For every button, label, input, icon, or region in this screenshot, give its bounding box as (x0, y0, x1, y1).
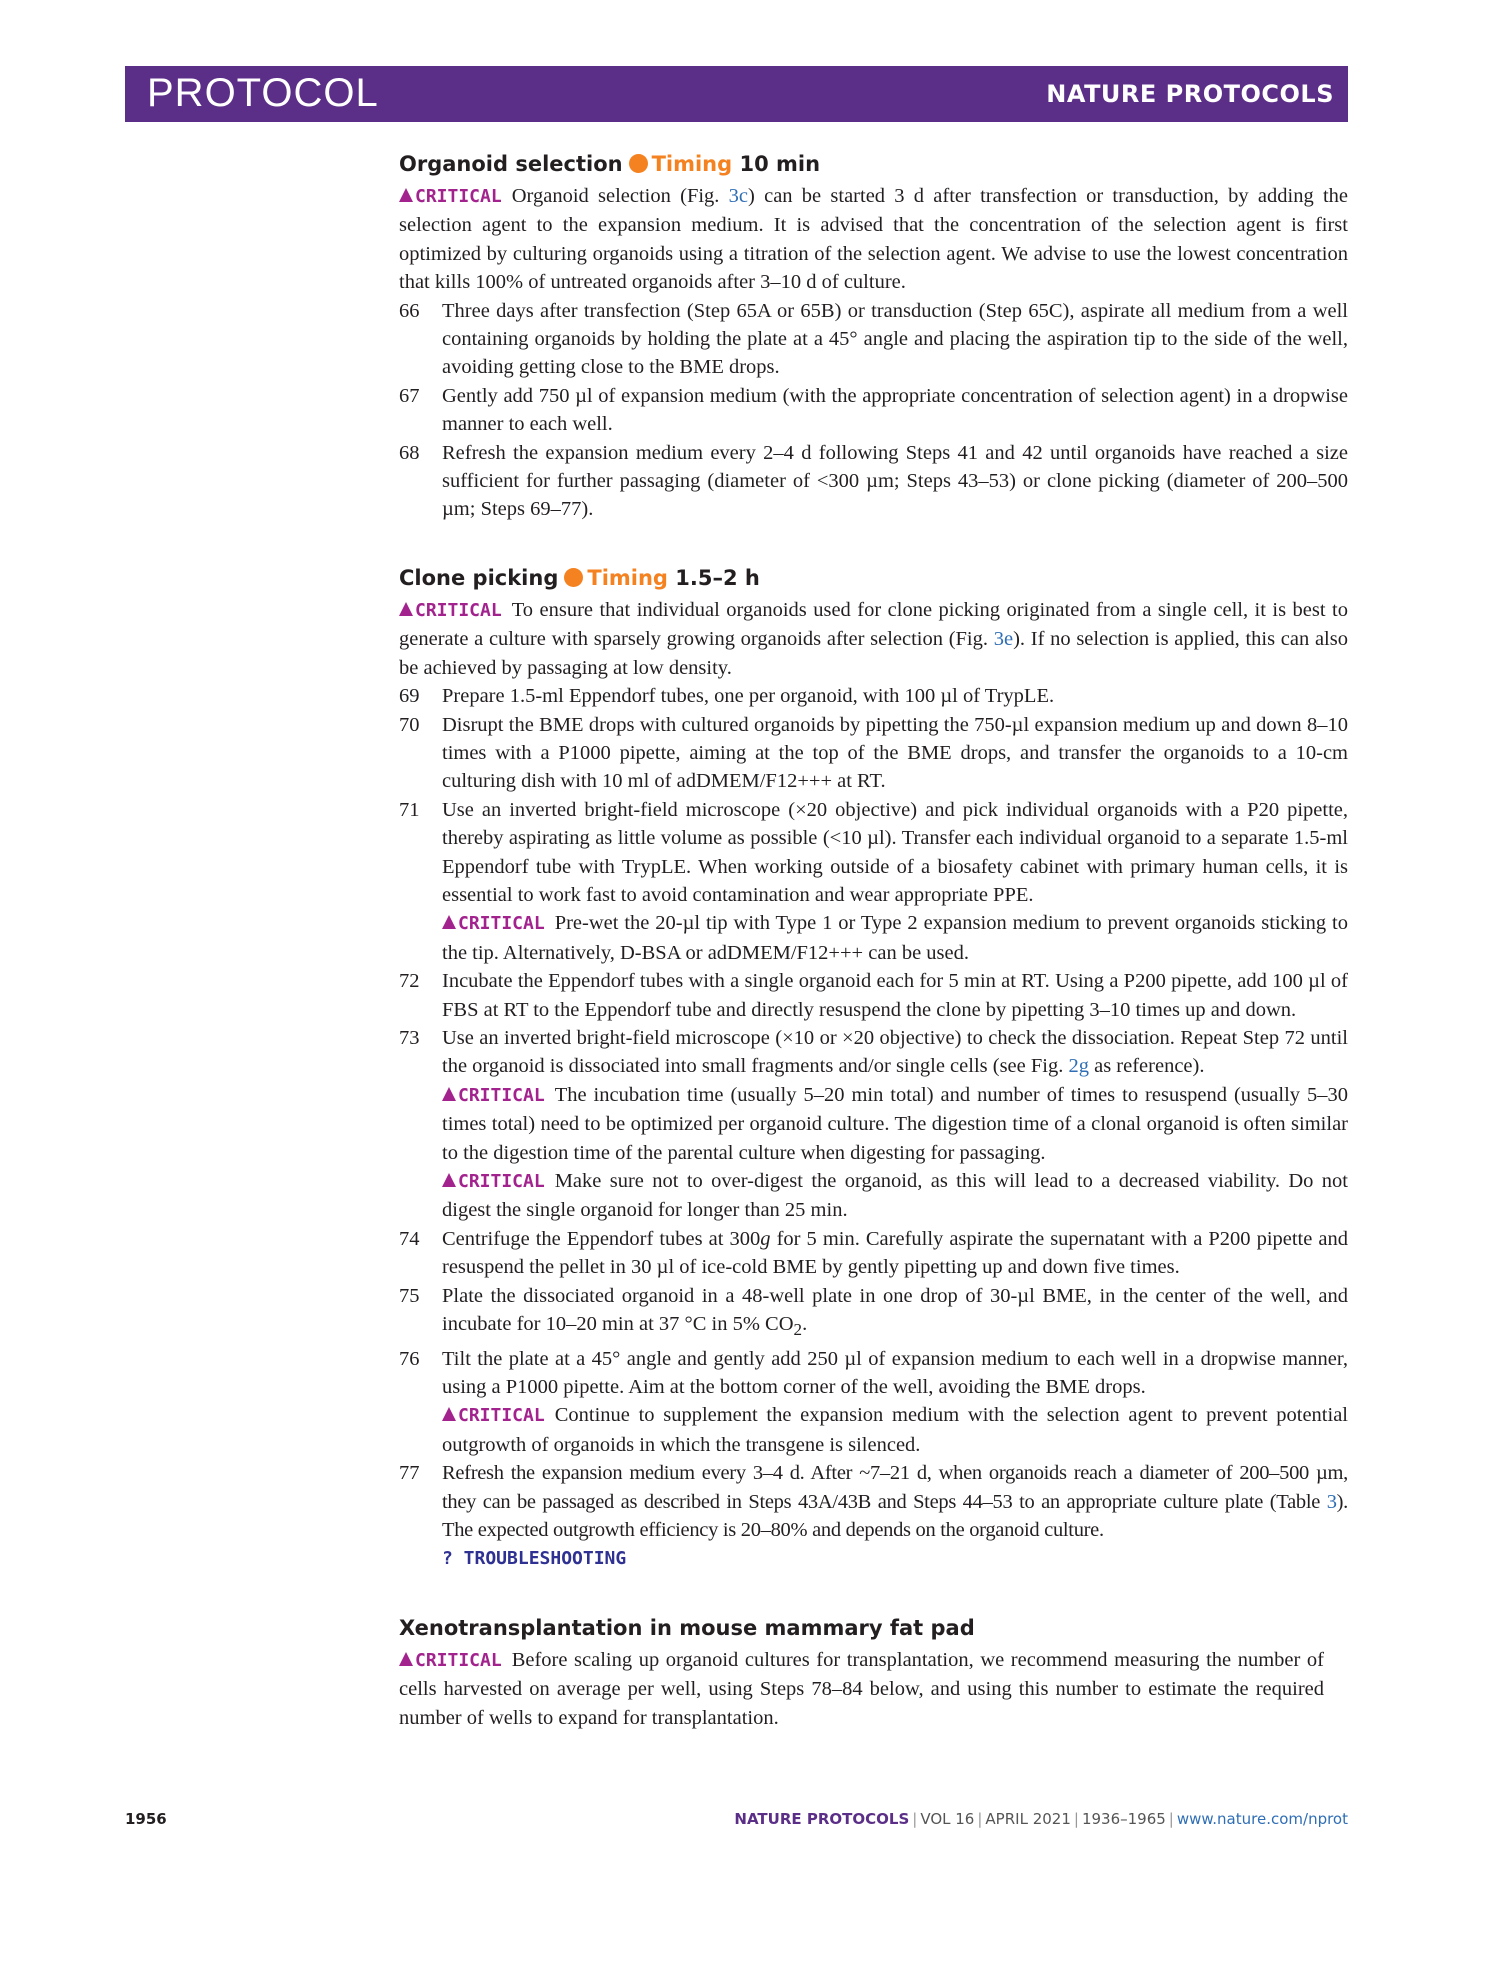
critical-note: CRITICAL Continue to supplement the expansion medium with the selection agent to prevent potential outgrowth of organoids in which the transgene is silenced. (442, 1404, 1348, 1456)
step-66: 66 Three days after transfection (Step 65A or 65B) or transduction (Step 65C), aspirate all medium from a well containing organoids by holding the plate at a 45° angle and placing the aspiration tip to the side of the well, avoiding getting close to the BME drops. (399, 299, 1348, 379)
critical-badge: CRITICAL (399, 1650, 502, 1671)
timing-dot-icon (629, 154, 648, 173)
section-xenotransplantation (399, 1614, 1324, 1732)
critical-note: CRITICAL To ensure that individual organoids used for clone picking originated from a single cell, it is best to generate a culture with sparsely growing organoids after selection (Fig. 3e). If no selection is applied, this can also be achieved by passaging at low density. (399, 598, 1348, 679)
critical-triangle-icon (442, 1407, 456, 1421)
step-76: 76 Tilt the plate at a 45° angle and gently add 250 µl of expansion medium to each well in a dropwise manner, using a P1000 pipette. Aim at the bottom corner of the well, avoiding the BME drops. CRITICAL Continue to supplement the expansion medium with the selection agent to prevent potential outgrowth of organoids in which the transgene is silenced. (399, 1345, 1348, 1460)
critical-badge: CRITICAL (442, 913, 545, 934)
citation: NATURE PROTOCOLS | VOL 16 | APRIL 2021 | 1936–1965 | www.nature.com/nprot (734, 1810, 1348, 1828)
page-number: 1956 (125, 1810, 167, 1828)
step-77: 77 Refresh the expansion medium every 3–4 d. After ~7–21 d, when organoids reach a diameter of 200–500 µm, they can be passaged as described in Steps 43A/43B and Steps 44–53 to an appropriate culture plate (Table 3). The expected outgrowth efficiency is 20–80% and depends on the organoid culture. ? TROUBLESHOOTING (399, 1462, 1348, 1570)
step-70: 70 Disrupt the BME drops with cultured organoids by pipetting the 750-µl expansion medium up and down 8–10 times with a P1000 pipette, aiming at the top of the BME drops, and transfer the organoids to a 10-cm culturing dish with 10 ml of adDMEM/F12+++ at RT. (399, 713, 1348, 793)
section-title: Clone picking Timing 1.5–2 h (399, 565, 760, 590)
critical-triangle-icon (399, 602, 413, 616)
step-71: 71 Use an inverted bright-field microscope (×20 objective) and pick individual organoids with a P20 pipette, thereby aspirating as little volume as possible (<10 µl). Transfer each individual organoid to a separate 1.5-ml Eppendorf tube with TrypLE. When working outside of a biosafety cabinet with primary human cells, it is essential to work fast to avoid contamination and wear appropriate PPE. CRITICAL Pre-wet the 20-µl tip with Type 1 or Type 2 expansion medium to prevent organoids sticking to the tip. Alternatively, D-BSA or adDMEM/F12+++ can be used. (399, 796, 1348, 967)
step-68: 68 Refresh the expansion medium every 2–4 d following Steps 41 and 42 until organoids have reached a size sufficient for further passaging (diameter of <300 µm; Steps 43–53) or clone picking (diameter of 200–500 µm; Steps 69–77). (399, 441, 1348, 521)
step-73: 73 Use an inverted bright-field microscope (×10 or ×20 objective) to check the dissociation. Repeat Step 72 until the organoid is dissociated into small fragments and/or single cells (see Fig. 2g as reference). CRITICAL The incubation time (usually 5–20 min total) and number of times to resuspend (usually 5–30 times total) need to be optimized per organoid culture. The digestion time of a clonal organoid is often similar to the digestion time of the parental culture when digesting for passaging. CRITICAL Make sure not to over-digest the organoid, as this will lead to a decreased viability. Do not digest the single organoid for longer than 25 min. (399, 1024, 1348, 1225)
critical-badge: CRITICAL (442, 1405, 545, 1426)
critical-note: CRITICAL Organoid selection (Fig. 3c) can be started 3 d after transfection or transduction, by adding the selection agent to the expansion medium. It is advised that the concentration of the selection agent is first optimized by culturing organoids using a titration of the selection agent. We advise to use the lowest concentration that kills 100% of untreated organoids after 3–10 d of culture. (399, 185, 1348, 294)
timing-value: 1.5–2 h (675, 565, 760, 590)
critical-triangle-icon (442, 915, 456, 929)
section-title: Xenotransplantation in mouse mammary fat pad (399, 1615, 975, 1640)
header-section-label: PROTOCOL (147, 71, 379, 115)
critical-badge: CRITICAL (399, 600, 502, 621)
header-journal-name: NATURE PROTOCOLS (1046, 80, 1334, 108)
figure-link[interactable]: 2g (1068, 1055, 1089, 1078)
journal-url-link[interactable]: www.nature.com/nprot (1176, 1810, 1348, 1828)
critical-note: CRITICAL The incubation time (usually 5–20 min total) and number of times to resuspend (usually 5–30 times total) need to be optimized per organoid culture. The digestion time of a clonal organoid is often similar to the digestion time of the parental culture when digesting for passaging. (442, 1083, 1348, 1164)
page-footer (125, 1810, 1348, 1834)
header-banner (125, 66, 1348, 122)
step-69: 69 Prepare 1.5-ml Eppendorf tubes, one per organoid, with 100 µl of TrypLE. (399, 685, 1055, 708)
step-74: 74 Centrifuge the Eppendorf tubes at 300g for 5 min. Carefully aspirate the supernatant with a P200 pipette and resuspend the pellet in 30 µl of ice-cold BME by gently pipetting up and down five times. (399, 1227, 1348, 1279)
section-organoid-selection (399, 150, 1348, 524)
critical-badge: CRITICAL (442, 1085, 545, 1106)
critical-triangle-icon (399, 1652, 413, 1666)
troubleshooting-link[interactable]: ? TROUBLESHOOTING (442, 1548, 627, 1570)
step-67: 67 Gently add 750 µl of expansion medium (with the appropriate concentration of selection agent) in a dropwise manner to each well. (399, 384, 1348, 436)
main-content (399, 150, 1348, 1772)
timing-label: Timing (651, 152, 733, 176)
critical-note: CRITICAL Pre-wet the 20-µl tip with Type 1 or Type 2 expansion medium to prevent organoids sticking to the tip. Alternatively, D-BSA or adDMEM/F12+++ can be used. (442, 912, 1348, 964)
section-title: Organoid selection Timing 10 min (399, 152, 821, 176)
critical-triangle-icon (399, 188, 413, 202)
step-75: 75 Plate the dissociated organoid in a 48-well plate in one drop of 30-µl BME, in the center of the well, and incubate for 10–20 min at 37 °C in 5% $CO_2$. (399, 1284, 1348, 1340)
table-link[interactable]: 3 (1326, 1490, 1337, 1513)
timing-label: Timing (587, 565, 668, 590)
critical-note: CRITICAL Make sure not to over-digest the organoid, as this will lead to a decreased viability. Do not digest the single organoid for longer than 25 min. (442, 1170, 1348, 1222)
timing-dot-icon (564, 568, 583, 587)
timing-value: 10 min (739, 152, 821, 176)
critical-badge: CRITICAL (442, 1171, 545, 1192)
critical-note: CRITICAL Before scaling up organoid cultures for transplantation, we recommend measuring the number of cells harvested on average per well, using Steps 78–84 below, and using this number to estimate the required number of wells to expand for transplantation. (399, 1648, 1324, 1729)
critical-badge: CRITICAL (399, 186, 502, 207)
step-72: 72 Incubate the Eppendorf tubes with a single organoid each for 5 min at RT. Using a P200 pipette, add 100 µl of FBS at RT to the Eppendorf tube and directly resuspend the clone by pipetting 3–10 times up and down. (399, 970, 1348, 1021)
figure-link[interactable]: 3c (728, 185, 749, 207)
section-clone-picking (399, 564, 1348, 1574)
critical-triangle-icon (442, 1173, 456, 1187)
critical-triangle-icon (442, 1087, 456, 1101)
figure-link[interactable]: 3e (993, 628, 1014, 651)
